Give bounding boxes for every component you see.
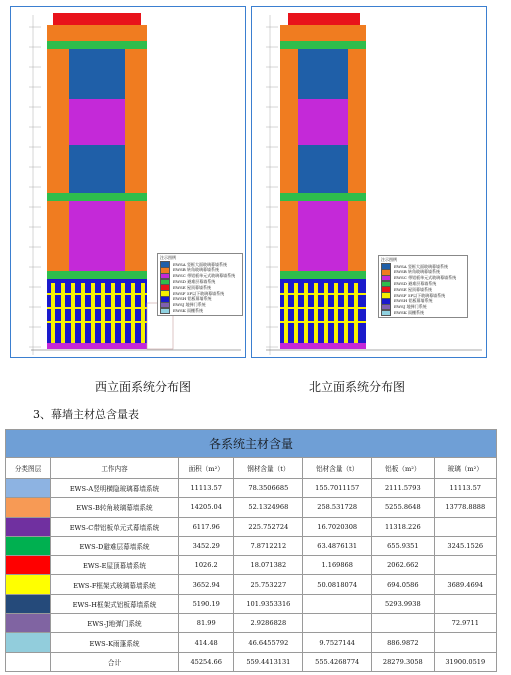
value-cell: 31900.0519 xyxy=(434,652,496,671)
category-color-swatch xyxy=(6,517,51,536)
value-cell: 81.99 xyxy=(179,614,234,633)
legend-code: EWSE xyxy=(173,284,186,290)
value-cell: 225.752724 xyxy=(234,517,303,536)
value-cell: 6117.96 xyxy=(179,517,234,536)
value-cell: 559.4413131 xyxy=(234,652,303,671)
category-color-swatch xyxy=(6,575,51,594)
table-row xyxy=(6,575,497,594)
table-row xyxy=(6,633,497,652)
value-cell: 101.9353316 xyxy=(234,594,303,613)
table-row xyxy=(6,594,497,613)
value-cell: 46.6455792 xyxy=(234,633,303,652)
work-content-cell: EWS-E屋顶幕墙系统 xyxy=(51,556,179,575)
legend-text: 雨棚系统 xyxy=(187,308,204,314)
legend-code: EWSC xyxy=(173,273,186,279)
value-cell: 3452.29 xyxy=(179,536,234,555)
value-cell: 258.531728 xyxy=(303,498,372,517)
table-row xyxy=(6,536,497,555)
west-elevation-caption: 西立面系统分布图 xyxy=(95,380,192,394)
value-cell xyxy=(303,614,372,633)
value-cell: 14205.04 xyxy=(179,498,234,517)
north-elevation-caption: 北立面系统分布图 xyxy=(309,380,406,394)
category-color-swatch xyxy=(6,633,51,652)
value-cell: 1.169868 xyxy=(303,556,372,575)
legend-text: 铝板幕墙系统 xyxy=(187,296,212,302)
value-cell: 72.9711 xyxy=(434,614,496,633)
category-color-swatch xyxy=(6,652,51,671)
category-color-swatch xyxy=(6,594,51,613)
value-cell: 655.9351 xyxy=(372,536,434,555)
legend-code: EWSH xyxy=(394,298,408,304)
value-cell: 25.753227 xyxy=(234,575,303,594)
value-cell: 555.4268774 xyxy=(303,652,372,671)
legend-code: EWSA xyxy=(173,261,186,267)
legend-code: EWSF xyxy=(394,292,407,298)
legend-code: EWSD xyxy=(173,279,186,285)
level-ticks xyxy=(266,15,278,355)
legend-text: 带铝板单元式玻璃幕墙系统 xyxy=(187,273,236,279)
column-header: 玻璃（m²） xyxy=(434,458,496,479)
legend-text: 雨棚系统 xyxy=(408,310,425,316)
value-cell: 45254.66 xyxy=(179,652,234,671)
table-row xyxy=(6,479,497,498)
legend-text: 屋顶幕墙系统 xyxy=(186,284,211,290)
legend-text: 5F以下玻璃幕墙系统 xyxy=(186,290,225,296)
value-cell: 11318.226 xyxy=(372,517,434,536)
work-content-cell: EWS-K雨蓬系统 xyxy=(51,633,179,652)
legend-text: 竖框大面玻璃幕墙系统 xyxy=(186,261,227,267)
column-header: 工作内容 xyxy=(51,458,179,479)
legend-code: EWSJ xyxy=(173,302,185,308)
column-header: 铝材含量（t） xyxy=(303,458,372,479)
legend-code: EWSJ xyxy=(394,304,406,310)
legend-text: 竖框大面玻璃幕墙系统 xyxy=(407,263,448,269)
value-cell xyxy=(434,556,496,575)
legend-code: EWSH xyxy=(173,296,187,302)
table-body xyxy=(6,479,497,672)
legend-code: EWSK xyxy=(394,310,407,316)
value-cell: 50.0818074 xyxy=(303,575,372,594)
level-ticks xyxy=(29,15,41,355)
legend-code: EWSD xyxy=(394,281,407,287)
north-elevation-drawing xyxy=(251,6,487,358)
work-content-cell: EWS-J地弹门系统 xyxy=(51,614,179,633)
material-content-table xyxy=(5,429,497,672)
legend-item xyxy=(160,308,240,314)
value-cell: 18.071382 xyxy=(234,556,303,575)
value-cell: 2111.5793 xyxy=(372,479,434,498)
legend-text: 铝板幕墙系统 xyxy=(408,298,433,304)
column-header: 钢材含量（t） xyxy=(234,458,303,479)
table-row xyxy=(6,614,497,633)
category-color-swatch xyxy=(6,536,51,555)
table-row xyxy=(6,498,497,517)
value-cell: 13778.8888 xyxy=(434,498,496,517)
value-cell xyxy=(372,614,434,633)
value-cell: 11113.57 xyxy=(179,479,234,498)
table-row xyxy=(6,556,497,575)
table-title: 各系统主材含量 xyxy=(6,430,497,458)
value-cell: 63.4876131 xyxy=(303,536,372,555)
work-content-cell: EWS-B转角玻璃幕墙系统 xyxy=(51,498,179,517)
legend-text: 转角玻璃幕墙系统 xyxy=(408,269,440,275)
work-content-cell: EWS-A竖明横隐玻璃幕墙系统 xyxy=(51,479,179,498)
table-row xyxy=(6,652,497,671)
legend-code: EWSC xyxy=(394,275,407,281)
west-elevation-drawing xyxy=(10,6,246,358)
legend-text: 地弹门系统 xyxy=(185,302,206,308)
value-cell: 2.9286828 xyxy=(234,614,303,633)
legend-code: EWSB xyxy=(394,269,407,275)
value-cell xyxy=(434,633,496,652)
value-cell: 5255.8648 xyxy=(372,498,434,517)
legend-code: EWSA xyxy=(394,263,407,269)
west-legend xyxy=(157,253,243,316)
section-heading: 3、幕墙主材总含量表 xyxy=(33,408,139,421)
table-row xyxy=(6,517,497,536)
value-cell: 5190.19 xyxy=(179,594,234,613)
value-cell xyxy=(434,517,496,536)
legend-swatch xyxy=(381,310,391,317)
value-cell: 3689.4694 xyxy=(434,575,496,594)
legend-text: 转角玻璃幕墙系统 xyxy=(187,267,219,273)
value-cell: 28279.3058 xyxy=(372,652,434,671)
value-cell xyxy=(303,594,372,613)
value-cell: 5293.9938 xyxy=(372,594,434,613)
value-cell: 9.7527144 xyxy=(303,633,372,652)
north-legend xyxy=(378,255,468,318)
legend-code: EWSE xyxy=(394,286,407,292)
column-header: 铝板（m²） xyxy=(372,458,434,479)
legend-code: EWSB xyxy=(173,267,186,273)
work-content-cell: EWS-H框架式铝板幕墙系统 xyxy=(51,594,179,613)
value-cell: 414.48 xyxy=(179,633,234,652)
value-cell: 694.0586 xyxy=(372,575,434,594)
value-cell xyxy=(434,594,496,613)
value-cell: 52.1324968 xyxy=(234,498,303,517)
legend-swatch xyxy=(160,308,170,315)
legend-item xyxy=(381,310,465,316)
value-cell: 3245.1526 xyxy=(434,536,496,555)
value-cell: 2062.662 xyxy=(372,556,434,575)
value-cell: 7.8712212 xyxy=(234,536,303,555)
category-color-swatch xyxy=(6,556,51,575)
column-header: 分类图层 xyxy=(6,458,51,479)
legend-code: EWSK xyxy=(173,308,186,314)
value-cell: 78.3506685 xyxy=(234,479,303,498)
work-content-cell: 合计 xyxy=(51,652,179,671)
legend-text: 地弹门系统 xyxy=(406,304,427,310)
legend-text: 避难层幕墙系统 xyxy=(408,281,437,287)
legend-title: 注示图例 xyxy=(160,255,176,260)
column-header: 面积（m²） xyxy=(179,458,234,479)
value-cell: 155.7011157 xyxy=(303,479,372,498)
legend-text: 屋顶幕墙系统 xyxy=(407,286,432,292)
category-color-swatch xyxy=(6,614,51,633)
table-header-row xyxy=(6,458,497,479)
value-cell: 16.7020308 xyxy=(303,517,372,536)
work-content-cell: EWS-F框架式玻璃幕墙系统 xyxy=(51,575,179,594)
legend-text: 避难层幕墙系统 xyxy=(187,279,216,285)
work-content-cell: EWS-C带铝板单元式幕墙系统 xyxy=(51,517,179,536)
legend-title: 注示图例 xyxy=(381,257,397,262)
category-color-swatch xyxy=(6,479,51,498)
legend-code: EWSF xyxy=(173,290,186,296)
value-cell: 3652.94 xyxy=(179,575,234,594)
value-cell: 11113.57 xyxy=(434,479,496,498)
value-cell: 886.9872 xyxy=(372,633,434,652)
category-color-swatch xyxy=(6,498,51,517)
value-cell: 1026.2 xyxy=(179,556,234,575)
legend-text: 带铝板单元式玻璃幕墙系统 xyxy=(408,275,457,281)
legend-text: 5F以下玻璃幕墙系统 xyxy=(407,292,446,298)
work-content-cell: EWS-D避难层幕墙系统 xyxy=(51,536,179,555)
